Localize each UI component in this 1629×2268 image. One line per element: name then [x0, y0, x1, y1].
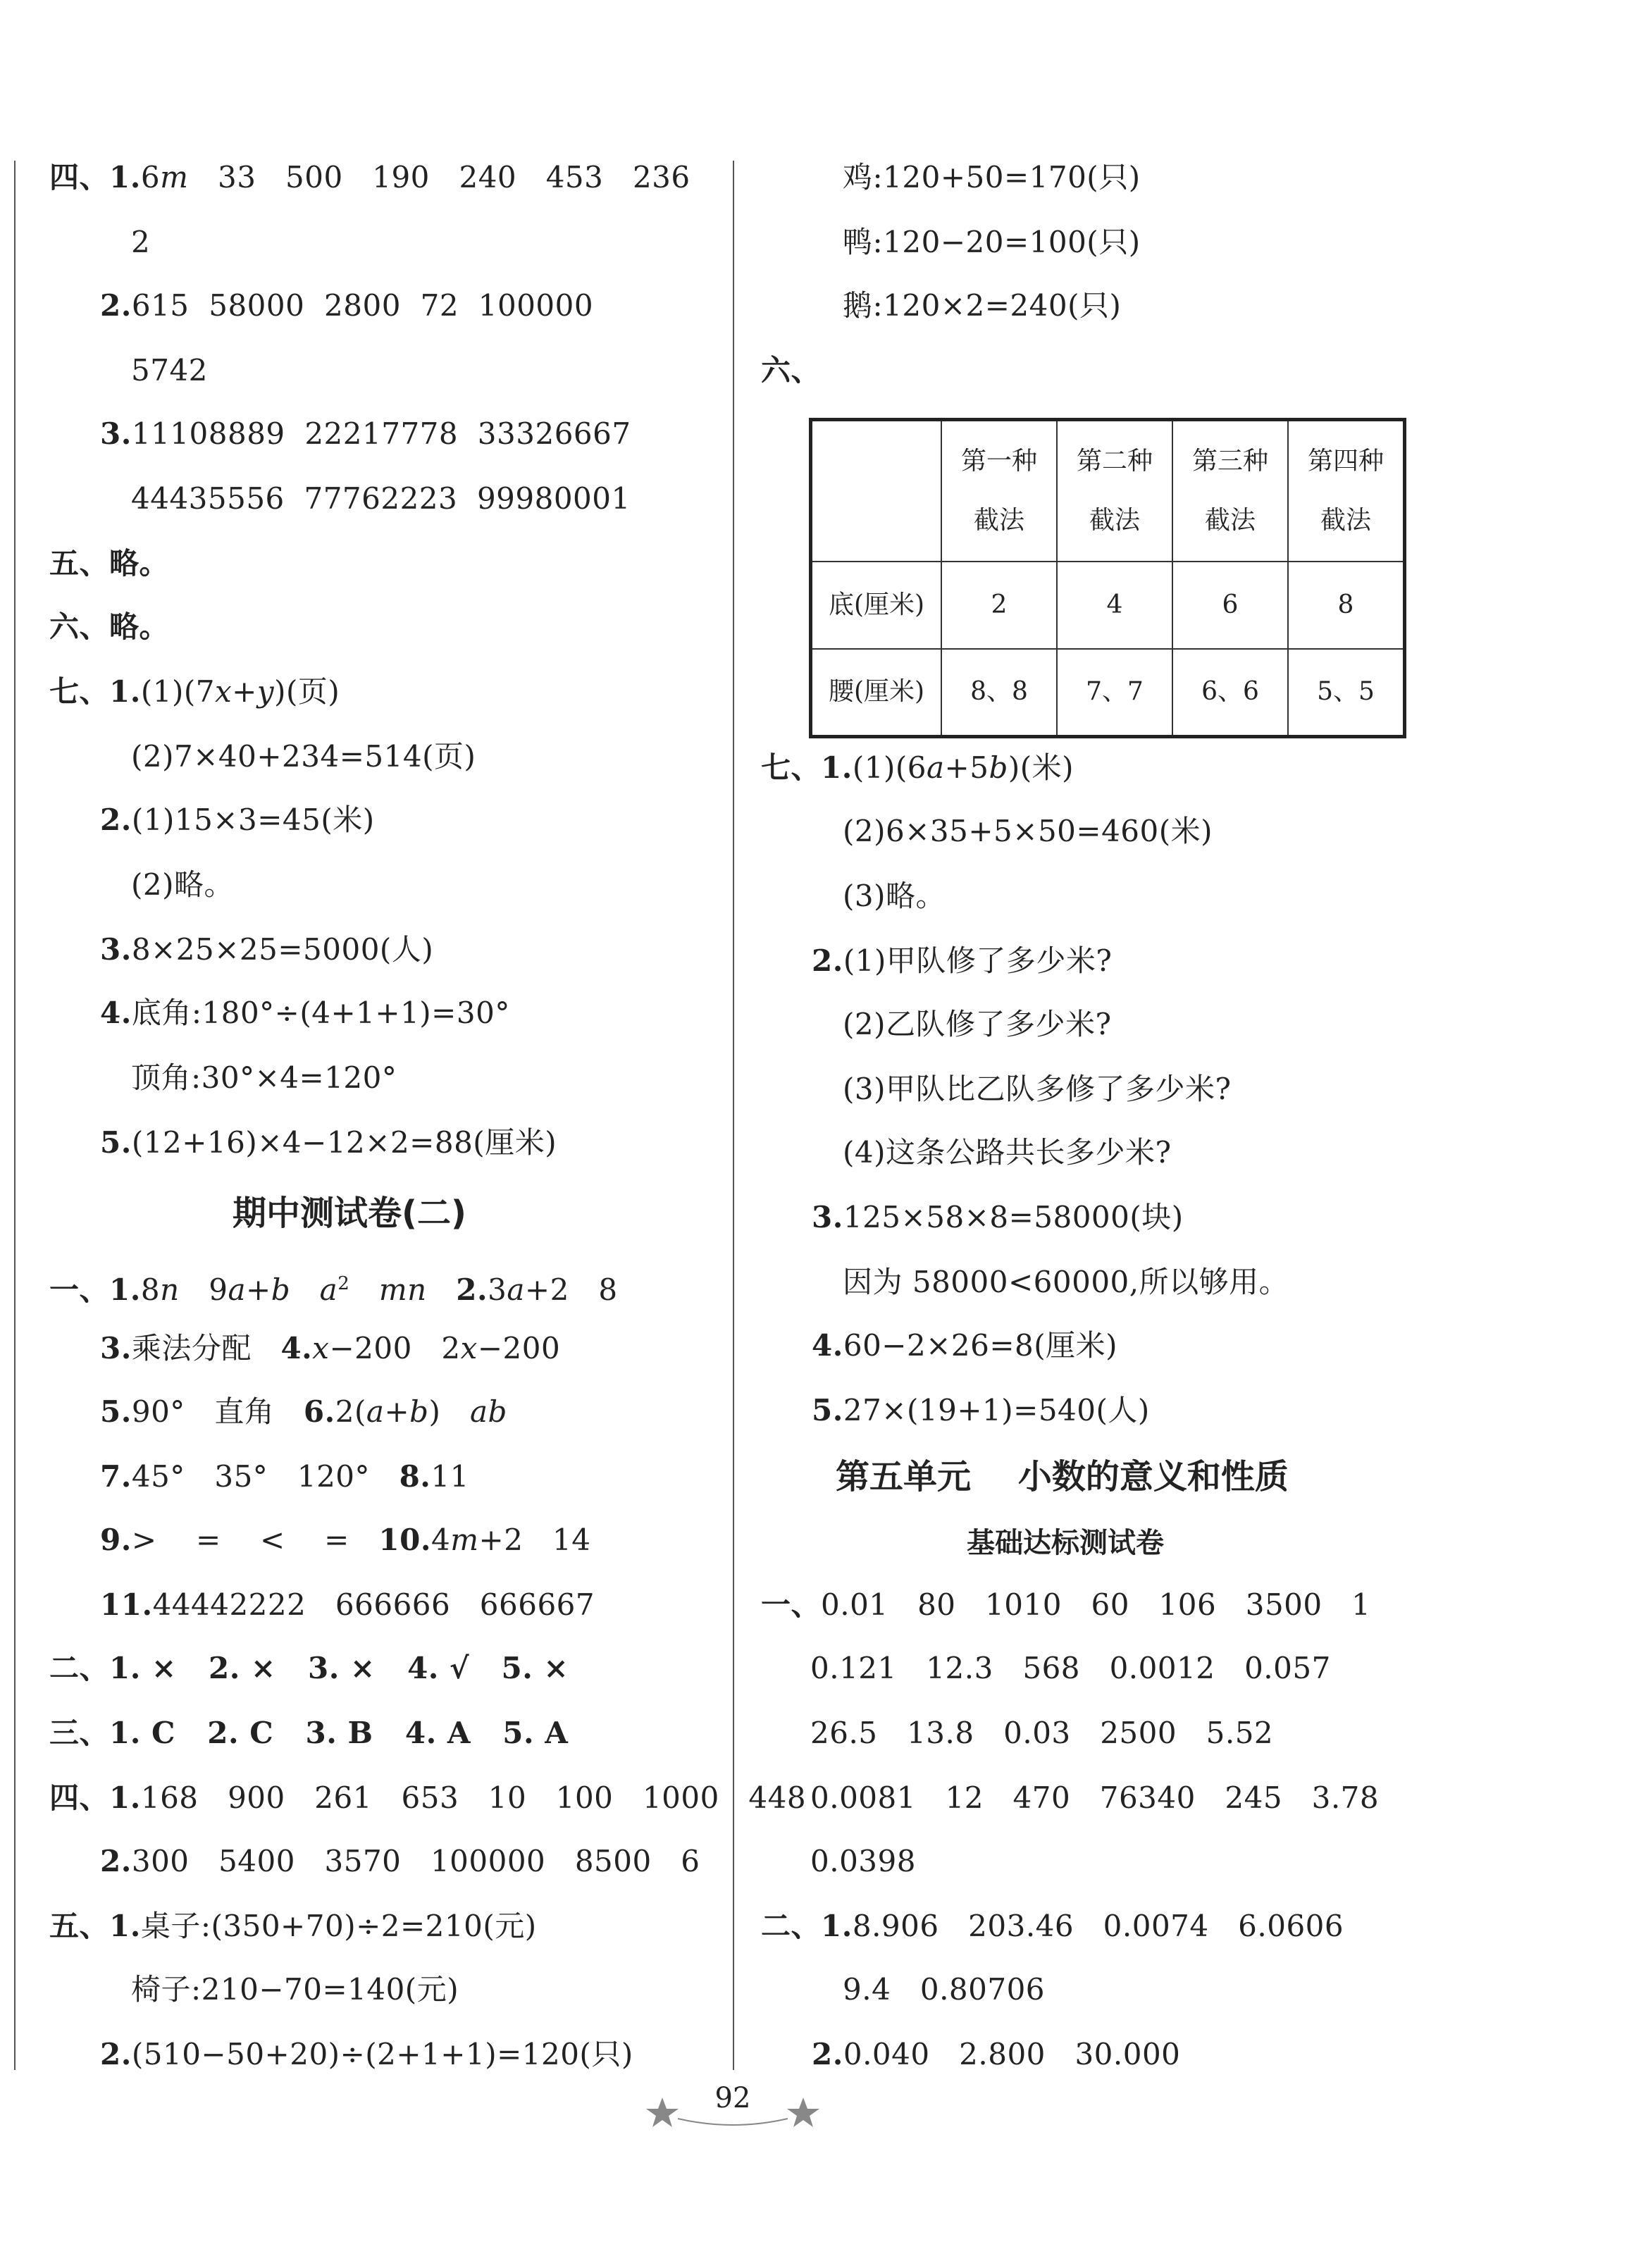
left-s7-1b: (2)7×40+234=514(页) [131, 739, 476, 774]
table-cell: 2 [941, 562, 1057, 649]
table-header-2: 第二种 截法 [1057, 420, 1172, 562]
right-chicken: 鸡:120+50=170(只) [843, 160, 1141, 194]
right-s7-2a: 2.(1)甲队修了多少米? [812, 943, 1113, 978]
left-s7-2a: 2.(1)15×3=45(米) [100, 803, 375, 837]
table-cell: 4 [1057, 562, 1172, 649]
left-s4-2-cont: 5742 [131, 353, 208, 388]
right-s7-2b: (2)乙队修了多少米? [843, 1007, 1112, 1041]
mid-s1-5: 5.90° 直角 6.2(a+b) ab [100, 1394, 507, 1429]
left-s7-4b: 顶角:30°×4=120° [131, 1060, 397, 1095]
left-s4-3: 3.11108889 22217778 33326667 [100, 416, 631, 451]
mid-s1-7: 7.45° 35° 120° 8.11 [100, 1459, 469, 1494]
table-header-1: 第一种 截法 [941, 420, 1057, 562]
page-footer [641, 2082, 824, 2138]
mid-s1-11: 11.44442222 666666 666667 [100, 1587, 595, 1622]
table-cell: 7、7 [1057, 649, 1172, 736]
unit-s1-b: 0.121 12.3 568 0.0012 0.057 [810, 1651, 1331, 1685]
table-cell: 5、5 [1288, 649, 1405, 736]
right-s7-1c: (3)略。 [843, 879, 946, 913]
left-s4-1-cont: 2 [131, 225, 151, 259]
table-header-4: 第四种 截法 [1288, 420, 1405, 562]
unit-subtitle: 基础达标测试卷 [967, 1527, 1164, 1559]
table-header-3: 第三种 截法 [1172, 420, 1288, 562]
mid-s5-1b: 椅子:210−70=140(元) [131, 1972, 459, 2007]
left-s5: 五、略。 [49, 546, 170, 581]
unit-s2-2: 2.0.040 2.800 30.000 [812, 2037, 1181, 2071]
cutting-table [809, 418, 1406, 738]
right-s7-2d: (4)这条公路共长多少米? [843, 1135, 1172, 1170]
table-cell: 6、6 [1172, 649, 1288, 736]
table-row-base [811, 562, 1405, 649]
left-s7-2b: (2)略。 [131, 867, 234, 902]
right-s7-1a: 七、1.(1)(6a+5b)(米) [761, 750, 1074, 785]
table-row-label: 底(厘米) [811, 562, 942, 649]
left-s4-2: 2.615 58000 2800 72 100000 [100, 288, 594, 323]
page-number: 92 [714, 2082, 751, 2114]
mid-s3: 三、1. C 2. C 3. B 4. A 5. A [49, 1716, 569, 1750]
left-s7-3: 3.8×25×25=5000(人) [100, 932, 434, 967]
right-s7-2c: (3)甲队比乙队多修了多少米? [843, 1072, 1232, 1106]
table-cell: 8 [1288, 562, 1405, 649]
unit-s2-1b: 9.4 0.80706 [843, 1972, 1046, 2007]
table-cell: 8、8 [941, 649, 1057, 736]
right-s7-1b: (2)6×35+5×50=460(米) [843, 814, 1213, 848]
table-corner-cell [811, 420, 942, 562]
right-s6-label: 六、 [761, 353, 822, 388]
right-s7-3b: 因为 58000<60000,所以够用。 [843, 1265, 1289, 1299]
right-s7-3a: 3.125×58×8=58000(块) [812, 1200, 1184, 1234]
mid-s1-9: 9.> = < = 10.4m+2 14 [100, 1523, 591, 1557]
unit-title: 第五单元 小数的意义和性质 [836, 1457, 1289, 1496]
mid-s1-3: 3.乘法分配 4.x−200 2x−200 [100, 1331, 561, 1365]
midterm-title: 期中测试卷(二) [233, 1194, 466, 1233]
mid-s4-1: 四、1.168 900 261 653 10 100 1000 448 [49, 1780, 807, 1815]
right-goose: 鹅:120×2=240(只) [843, 288, 1122, 323]
left-margin-rule [14, 161, 16, 2070]
unit-s1-c: 26.5 13.8 0.03 2500 5.52 [810, 1716, 1274, 1750]
left-s7-1a: 七、1.(1)(7x+y)(页) [49, 674, 340, 709]
left-s4-3-cont: 44435556 77762223 99980001 [131, 481, 631, 516]
left-s4-1: 四、1.6m 33 500 190 240 453 236 [49, 160, 690, 194]
unit-s1-d: 0.0081 12 470 76340 245 3.78 [810, 1780, 1380, 1815]
right-s7-5: 5.27×(19+1)=540(人) [812, 1393, 1150, 1427]
mid-s1-1: 一、1.8n 9a+b $a^2$ mn 2.3a+2 8 [49, 1272, 618, 1307]
mid-s2: 二、1. × 2. × 3. × 4. √ 5. × [49, 1651, 569, 1685]
right-s7-4: 4.60−2×26=8(厘米) [812, 1328, 1118, 1363]
unit-s1-e: 0.0398 [810, 1844, 916, 1878]
table-row-label: 腰(厘米) [811, 649, 942, 736]
unit-s1-a: 一、0.01 80 1010 60 106 3500 1 [761, 1587, 1371, 1622]
left-s7-5: 5.(12+16)×4−12×2=88(厘米) [100, 1125, 557, 1160]
table-row-waist [811, 649, 1405, 736]
table-cell: 6 [1172, 562, 1288, 649]
mid-s4-2: 2.300 5400 3570 100000 8500 6 [100, 1844, 700, 1878]
right-duck: 鸭:120−20=100(只) [843, 225, 1141, 259]
unit-s2-1a: 二、1.8.906 203.46 0.0074 6.0606 [761, 1909, 1344, 1943]
mid-s5-1a: 五、1.桌子:(350+70)÷2=210(元) [49, 1909, 537, 1943]
left-s6: 六、略。 [49, 609, 170, 644]
mid-s5-2: 2.(510−50+20)÷(2+1+1)=120(只) [100, 2037, 633, 2071]
left-s7-4a: 4.底角:180°÷(4+1+1)=30° [100, 996, 510, 1030]
